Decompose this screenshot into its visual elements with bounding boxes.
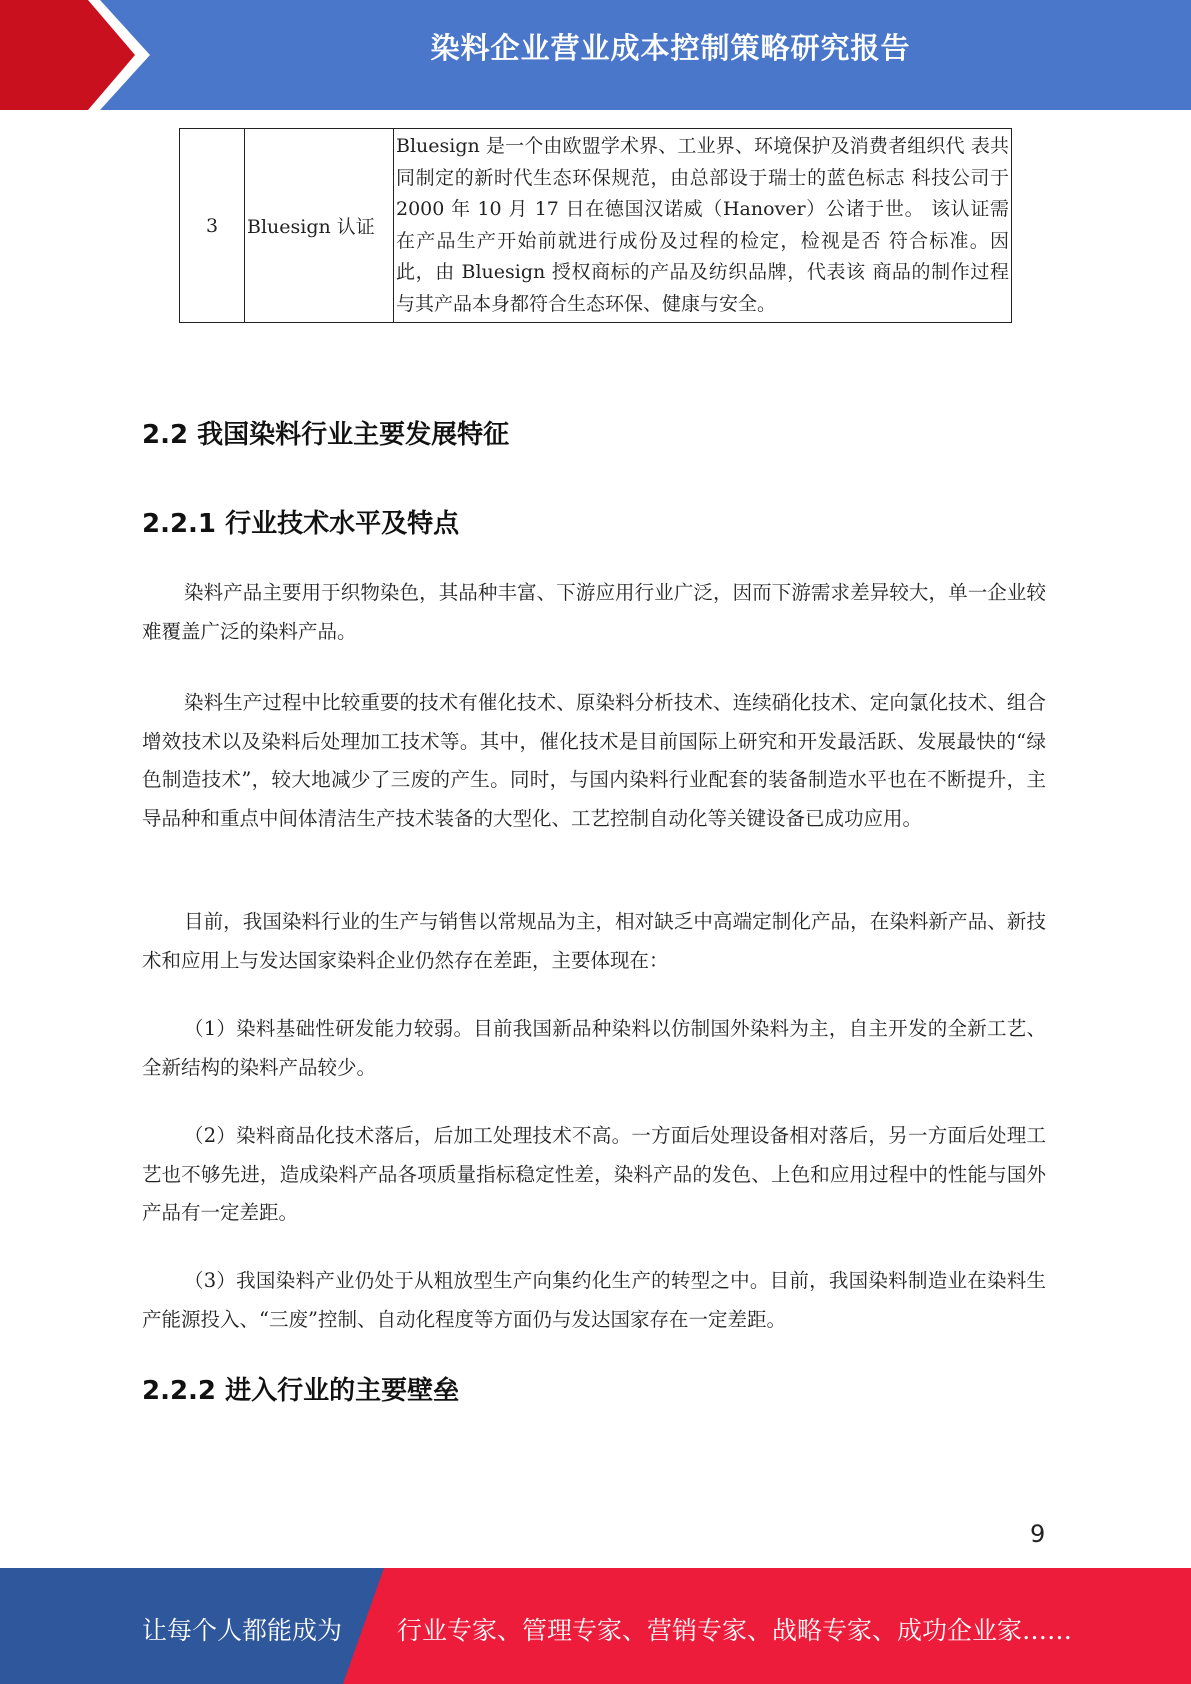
- table-row: [180, 129, 1012, 323]
- footer-slogan-right: 行业专家、管理专家、营销专家、战略专家、成功企业家……: [397, 1616, 1073, 1645]
- certification-name: Bluesign 认证: [245, 129, 394, 323]
- footer-slogan-left: 让每个人都能成为: [142, 1616, 343, 1645]
- body-paragraph: 染料产品主要用于织物染色，其品种丰富、下游应用行业广泛，因而下游需求差异较大，单一企业较难覆盖广泛的染料产品。: [142, 581, 1046, 643]
- list-item: （2）染料商品化技术落后，后加工处理技术不高。一方面后处理设备相对落后，另一方面后处理工艺也不够先进，造成染料产品各项质量指标稳定性差，染料产品的发色、上色和应用过程中的性能与国外产品有一定差距。: [142, 1124, 1046, 1224]
- list-item: （3）我国染料产业仍处于从粗放型生产向集约化生产的转型之中。目前，我国染料制造业在染料生产能源投入、“三废”控制、自动化程度等方面仍与发达国家存在一定差距。: [142, 1269, 1046, 1331]
- body-paragraph: 染料生产过程中比较重要的技术有催化技术、原染料分析技术、连续硝化技术、定向氯化技术、组合增效技术以及染料后处理加工技术等。其中，催化技术是目前国际上研究和开发最活跃、发展最快的“绿色制造技术”，较大地减少了三废的产生。同时，与国内染料行业配套的装备制造水平也在不断提升，主导品种和重点中间体清洁生产技术装备的大型化、工艺控制自动化等关键设备已成功应用。: [142, 691, 1046, 830]
- header-arrow-decoration: [0, 0, 160, 110]
- document-title: 染料企业营业成本控制策略研究报告: [430, 31, 911, 65]
- list-item: （1）染料基础性研发能力较弱。目前我国新品种染料以仿制国外染料为主，自主开发的全新工艺、全新结构的染料产品较少。: [142, 1017, 1046, 1079]
- page-number: 9: [1030, 1520, 1046, 1548]
- section-heading-2-2: 2.2 我国染料行业主要发展特征: [142, 420, 510, 450]
- body-paragraph: 目前，我国染料行业的生产与销售以常规品为主，相对缺乏中高端定制化产品，在染料新产品、新技术和应用上与发达国家染料企业仍然存在差距，主要体现在：: [142, 910, 1046, 972]
- section-heading-2-2-1: 2.2.1 行业技术水平及特点: [142, 509, 460, 539]
- section-heading-2-2-2: 2.2.2 进入行业的主要壁垒: [142, 1376, 460, 1406]
- certification-table: [179, 128, 1012, 323]
- page-header: [0, 0, 1191, 110]
- row-number: 3: [180, 129, 245, 323]
- certification-description: Bluesign 是一个由欧盟学术界、工业界、环境保护及消费者组织代 表共同制定的新时代生态环保规范，由总部设于瑞士的蓝色标志 科技公司于 2000 年 10 月 17 日在德国汉诺威（Hanover）公诸于世。 该认证需在产品生产开始前就进行成份及过程的检定，检视是否 符合标准。因此，由 Bluesign 授权商标的产品及纺织品牌，代表该 商品的制作过程与其产品本身都符合生态环保、健康与安全。: [394, 129, 1012, 323]
